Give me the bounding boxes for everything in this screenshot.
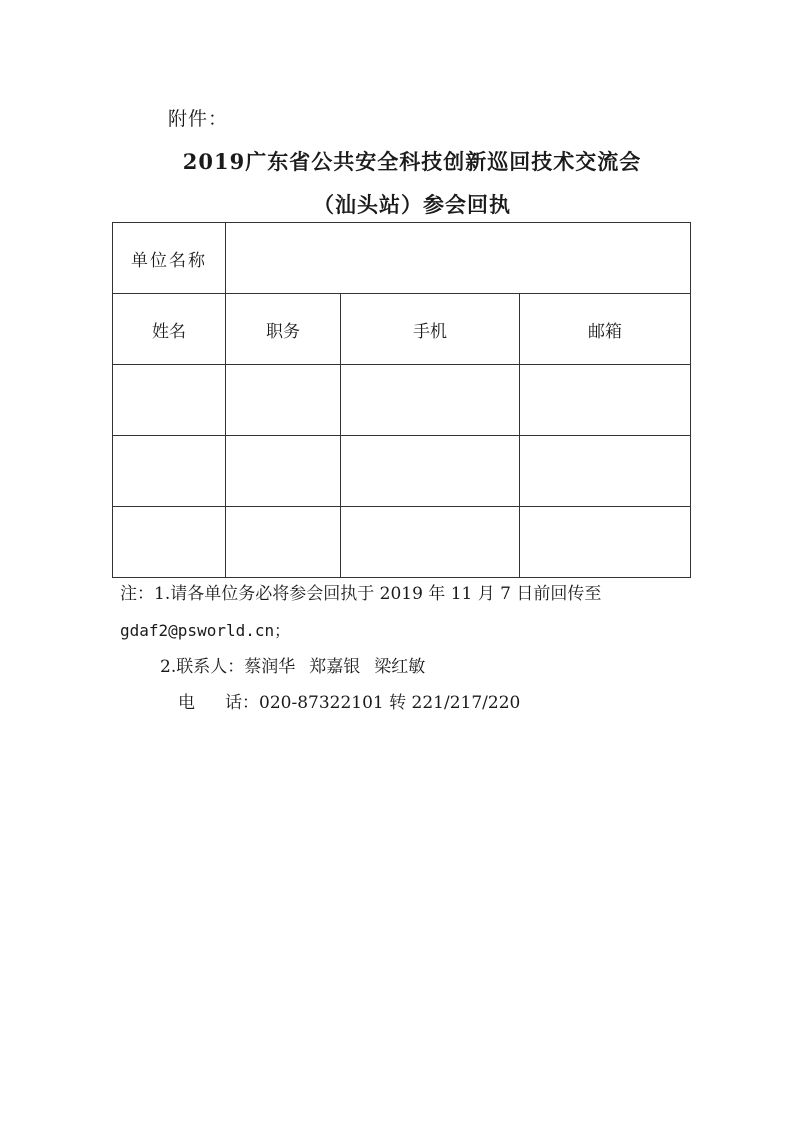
contact-name: 郑嘉银 [309, 657, 361, 677]
contact-name: 梁红敏 [374, 657, 426, 677]
contacts-prefix: 2.联系人： [160, 657, 245, 677]
document-title-line2: （汕头站）参会回执 [313, 192, 511, 217]
column-header-name: 姓名 [113, 294, 226, 365]
phone-label: 电 [178, 693, 195, 713]
attachment-label: 附件： [168, 108, 229, 130]
unit-name-label: 单位名称 [113, 223, 226, 294]
column-header-position: 职务 [226, 294, 341, 365]
unit-row [113, 223, 691, 294]
note-deadline: 注：1.请各单位务必将参会回执于 2019 年 11 月 7 日前回传至 [120, 584, 602, 604]
note-email: gdaf2@psworld.cn； [120, 621, 291, 640]
name-cell[interactable] [113, 365, 226, 436]
mobile-cell[interactable] [341, 365, 520, 436]
position-cell[interactable] [226, 436, 341, 507]
name-cell[interactable] [113, 436, 226, 507]
contact-name: 蔡润华 [244, 657, 296, 677]
email-cell[interactable] [520, 507, 691, 578]
note-contacts [160, 652, 439, 677]
column-header-email: 邮箱 [520, 294, 691, 365]
document-title-line1: 2019广东省公共安全科技创新巡回技术交流会 [182, 149, 642, 174]
email-cell[interactable] [520, 436, 691, 507]
column-header-mobile: 手机 [341, 294, 520, 365]
table-row [113, 436, 691, 507]
mobile-cell[interactable] [341, 436, 520, 507]
table-row [113, 365, 691, 436]
table-row [113, 507, 691, 578]
table-header-row [113, 294, 691, 365]
name-cell[interactable] [113, 507, 226, 578]
unit-name-field[interactable] [226, 223, 691, 294]
registration-form-table [112, 222, 691, 578]
position-cell[interactable] [226, 365, 341, 436]
phone-label-2: 话： [225, 693, 259, 713]
mobile-cell[interactable] [341, 507, 520, 578]
position-cell[interactable] [226, 507, 341, 578]
phone-value: 020-87322101 转 221/217/220 [259, 693, 521, 713]
note-phone [178, 688, 520, 713]
email-cell[interactable] [520, 365, 691, 436]
